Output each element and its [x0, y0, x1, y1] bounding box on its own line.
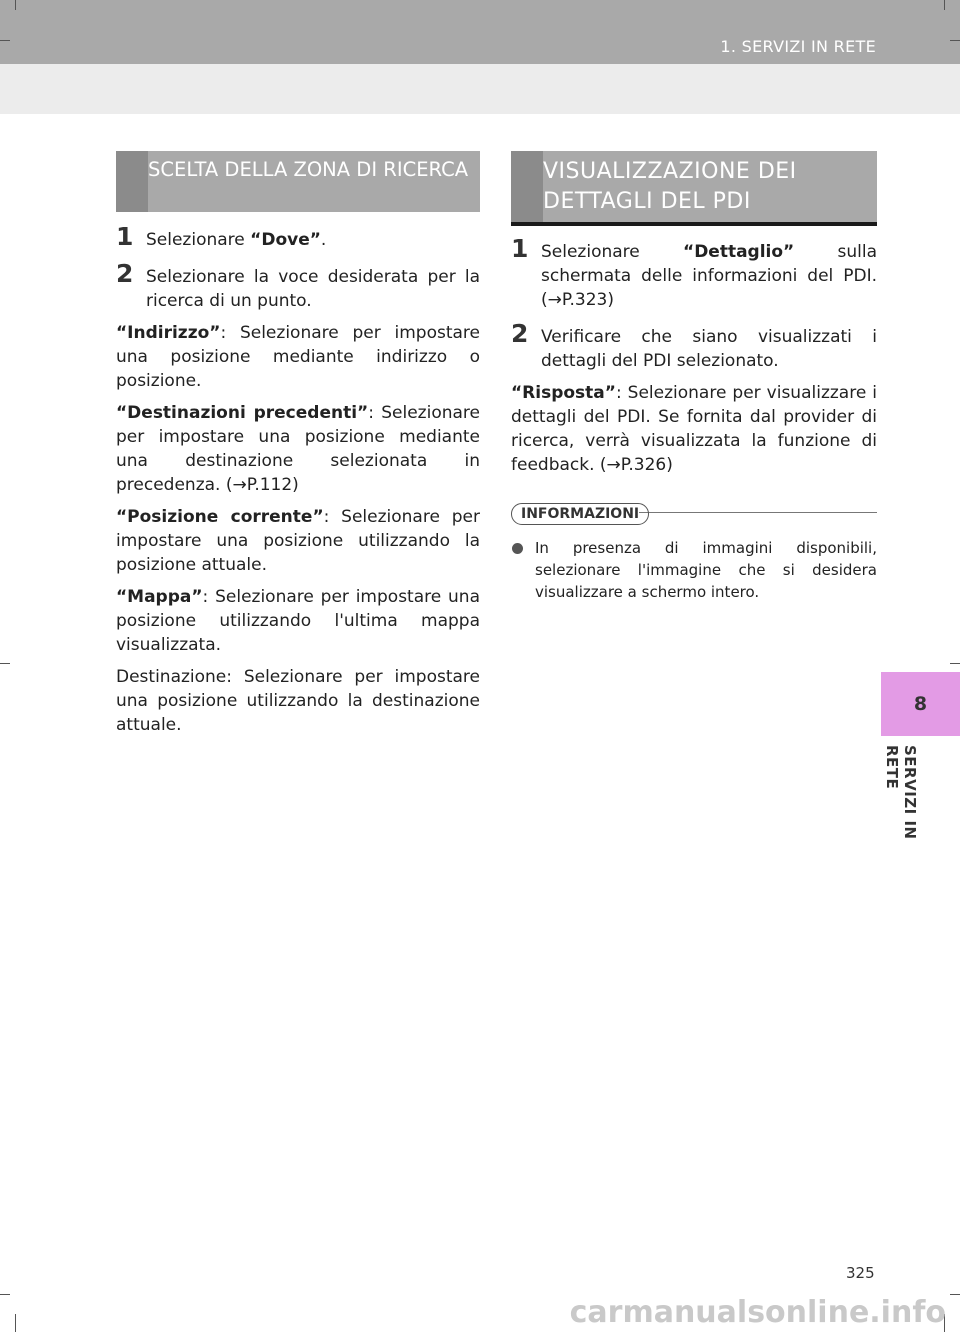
step-keyword: “Dove”	[250, 230, 321, 250]
watermark: carmanualsonline.info	[569, 1295, 946, 1330]
crop-mark	[0, 663, 10, 664]
chapter-title: 1. SERVIZI IN RETE	[720, 37, 876, 56]
option-keyword: “Posizione corrente”	[116, 507, 324, 527]
crop-mark	[0, 40, 10, 41]
right-column	[511, 151, 877, 603]
option-map	[116, 585, 480, 657]
info-box-rule	[639, 512, 877, 531]
option-keyword: “Mappa”	[116, 587, 203, 607]
crop-mark	[950, 1294, 960, 1295]
left-column	[116, 151, 480, 737]
option-previous-destinations	[116, 401, 480, 497]
crop-mark	[950, 40, 960, 41]
option-text: : Selezionare per impostare una posizione mediante una destinazione selezionata in precedenza. (→P.112)	[116, 403, 480, 495]
info-bullet-text: In presenza di immagini disponibili, selezionare l'immagine che si desidera visualizzare a schermo intero.	[535, 539, 877, 601]
step-text: Selezionare la voce desiderata per la ricerca di un punto.	[146, 267, 480, 311]
option-text: : Selezionare per visualizzare i dettagli del PDI. Se fornita dal provider di ricerca, verrà visualizzata la funzione di feedback. (→P.326)	[511, 383, 877, 475]
crop-mark	[0, 1294, 10, 1295]
step-text: Selezionare	[146, 230, 251, 250]
option-text: : Selezionare per impostare una posizione utilizzando la posizione attuale.	[116, 507, 480, 575]
option-text: : Selezionare per impostare una posizione mediante indirizzo o posizione.	[116, 323, 480, 391]
option-text: : Selezionare per impostare una posizione utilizzando l'ultima mappa visualizzata.	[116, 587, 480, 655]
step-2	[116, 259, 480, 313]
header-subband	[0, 64, 960, 114]
crop-mark	[15, 0, 16, 10]
step-keyword: “Dettaglio”	[683, 242, 795, 262]
info-tag: INFORMAZIONI	[511, 503, 649, 525]
section-heading-search-area: SCELTA DELLA ZONA DI RICERCA	[116, 151, 480, 212]
section-heading-poi-details: VISUALIZZAZIONE DEI DETTAGLI DEL PDI	[511, 151, 877, 226]
option-keyword: “Risposta”	[511, 383, 616, 403]
option-keyword: “Indirizzo”	[116, 323, 221, 343]
bullet-icon	[512, 543, 523, 554]
step-1	[116, 222, 480, 252]
step-text: .	[320, 230, 327, 250]
option-address	[116, 321, 480, 393]
option-keyword: “Destinazioni precedenti”	[116, 403, 369, 423]
page-number: 325	[846, 1264, 875, 1282]
info-bullet	[511, 537, 877, 603]
step-text: Selezionare	[541, 242, 684, 262]
chapter-tab: 8	[881, 672, 960, 736]
step-number: 2	[511, 319, 529, 348]
step-text: Verificare che siano visualizzati i dettagli del PDI selezionato.	[541, 327, 877, 371]
step-1	[511, 234, 877, 312]
step-number: 2	[116, 259, 134, 288]
option-destination: Destinazione: Selezionare per impostare una posizione utilizzando la destinazione attuale.	[116, 667, 480, 735]
step-text: sulla schermata delle informazioni del PDI. (→P.323)	[541, 242, 877, 310]
step-number: 1	[511, 234, 529, 263]
option-current-position	[116, 505, 480, 577]
step-number: 1	[116, 222, 134, 251]
chapter-tab-label: SERVIZI IN RETE	[883, 745, 919, 840]
step-2	[511, 319, 877, 373]
option-feedback	[511, 381, 877, 477]
crop-mark	[944, 0, 945, 10]
crop-mark	[15, 1314, 16, 1332]
crop-mark	[950, 663, 960, 664]
